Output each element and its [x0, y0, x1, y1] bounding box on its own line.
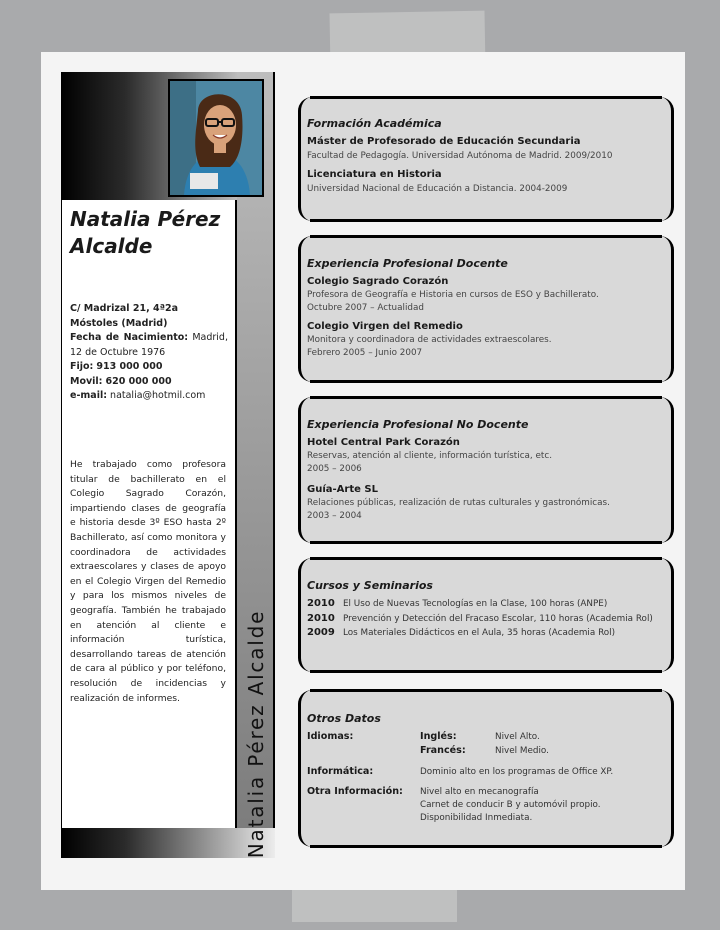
otra-info-line-3: Disponibilidad Inmediata. [420, 813, 533, 823]
ingles-value: Nivel Alto. [495, 732, 540, 742]
portrait-image [170, 81, 262, 195]
birth-value: Madrid, 12 de Octubre 1976 [70, 332, 228, 358]
course-name: El Uso de Nuevas Tecnologías en la Clase, 100 horas (ANPE) [343, 599, 608, 609]
frances-value: Nivel Medio. [495, 746, 549, 756]
item-detail: Facultad de Pedagogía. Universidad Autónoma de Madrid. 2009/2010 [307, 151, 613, 161]
course-year: 2010 [307, 598, 335, 609]
phone-row [70, 360, 228, 375]
item-title: Hotel Central Park Corazón [307, 437, 460, 448]
item-dates: 2005 – 2006 [307, 464, 362, 474]
item-detail: Monitora y coordinadora de actividades extraescolares. [307, 335, 552, 345]
section-cursos [298, 558, 674, 672]
item-title: Colegio Sagrado Corazón [307, 276, 449, 287]
footer-gradient-bar [61, 828, 275, 858]
section-title: Experiencia Profesional Docente [307, 257, 508, 270]
course-name: Los Materiales Didácticos en el Aula, 35 horas (Academia Rol) [343, 628, 616, 638]
birth-row [70, 331, 228, 360]
section-no-docente [298, 397, 674, 543]
otra-info-line-1: Nivel alto en mecanografía [420, 787, 539, 797]
section-otros [298, 690, 674, 847]
item-dates: Octubre 2007 – Actualidad [307, 303, 424, 313]
otra-info-line-2: Carnet de conducir B y automóvil propio. [420, 800, 601, 810]
item-title: Licenciatura en Historia [307, 169, 442, 180]
item-detail: Relaciones públicas, realización de rutas culturales y gastronómicas. [307, 498, 610, 508]
ingles-label: Inglés: [420, 731, 457, 742]
section-title: Cursos y Seminarios [307, 579, 433, 592]
address-line-2: Móstoles (Madrid) [70, 317, 168, 329]
item-title: Colegio Virgen del Remedio [307, 321, 463, 332]
item-title: Guía-Arte SL [307, 484, 378, 495]
profile-photo [168, 79, 264, 197]
section-formacion [298, 97, 674, 221]
item-dates: 2003 – 2004 [307, 511, 362, 521]
otra-info-label: Otra Información: [307, 786, 403, 797]
name-line-1: Natalia Pérez [70, 207, 221, 231]
informatica-value: Dominio alto en los programas de Office XP. [420, 767, 614, 777]
candidate-name [70, 206, 240, 260]
vertical-name: Natalia Pérez Alcalde [244, 609, 268, 859]
mobile-label: Movil: [70, 375, 103, 387]
email-row [70, 389, 228, 404]
address-line-1: C/ Madrizal 21, 4ª2a [70, 303, 178, 314]
name-line-2: Alcalde [70, 234, 153, 258]
item-title: Máster de Profesorado de Educación Secundaria [307, 136, 581, 147]
frances-label: Francés: [420, 745, 466, 756]
item-detail: Reservas, atención al cliente, información turística, etc. [307, 451, 553, 461]
email-value[interactable]: natalia@hotmil.com [110, 390, 206, 401]
mobile-value: 620 000 000 [105, 375, 172, 387]
section-docente [298, 236, 674, 382]
item-detail: Universidad Nacional de Educación a Distancia. 2004-2009 [307, 184, 568, 194]
course-year: 2010 [307, 613, 335, 624]
idiomas-label: Idiomas: [307, 731, 354, 742]
course-year: 2009 [307, 627, 335, 638]
section-title: Experiencia Profesional No Docente [307, 418, 529, 431]
course-name: Prevención y Detección del Fracaso Escolar, 110 horas (Academia Rol) [343, 614, 653, 624]
phone-value: 913 000 000 [96, 361, 163, 372]
email-label: e-mail: [70, 390, 108, 401]
profile-summary: He trabajado como profesora titular de bachillerato en el Colegio Sagrado Corazón, impartiendo clases de geografía e historia desde 3º ESO hasta 2º Bachillerato, así como monitora y coordinadora de actividades extraescolares y clases de apoyo en el Colegio Virgen del Remedio y para los mismos niveles de geografía. También he trabajado en atención al cliente e información turística, desarrollando tareas de atención de cara al público y por teléfono, resolución de incidencias y realización de informes. [70, 459, 226, 704]
contact-info [70, 302, 228, 404]
birth-label: Fecha de Nacimiento: [70, 332, 189, 343]
section-title: Formación Académica [307, 117, 442, 130]
section-title: Otros Datos [307, 712, 381, 725]
informatica-label: Informática: [307, 766, 374, 777]
phone-label: Fijo: [70, 361, 94, 372]
item-detail: Profesora de Geografía e Historia en cursos de ESO y Bachillerato. [307, 290, 599, 300]
item-dates: Febrero 2005 – Junio 2007 [307, 348, 423, 358]
mobile-row [70, 375, 228, 390]
